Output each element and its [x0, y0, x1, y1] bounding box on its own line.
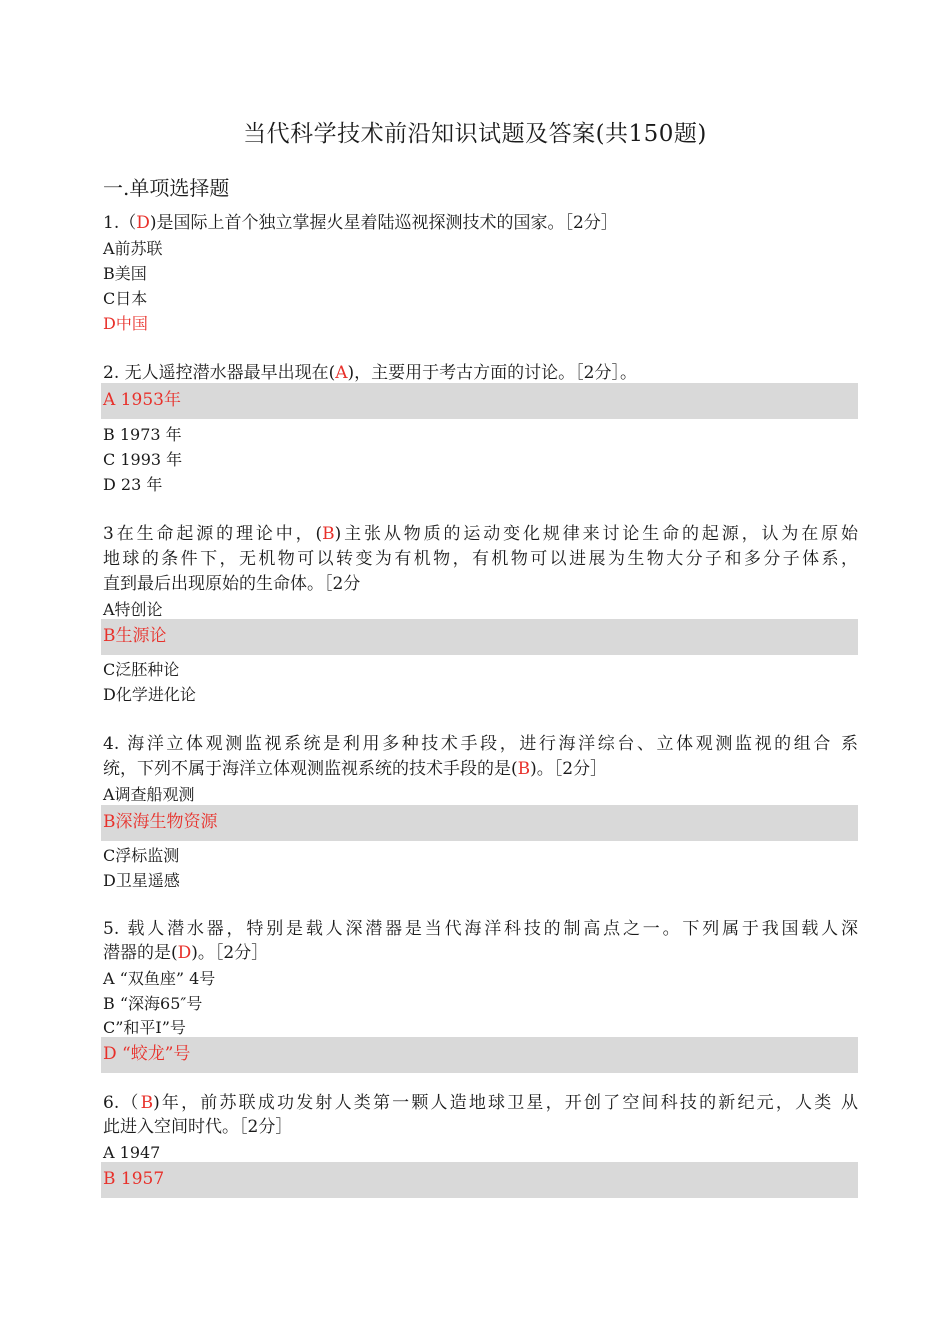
answer-letter: D — [136, 213, 150, 233]
answer-letter: B — [322, 524, 335, 544]
correct-option: B生源论 — [103, 626, 167, 646]
correct-option-highlight — [101, 805, 858, 841]
correct-option-highlight — [101, 1162, 858, 1198]
option: D化学进化论 — [103, 685, 196, 704]
correct-option: B 1957 — [103, 1169, 165, 1189]
correct-option: D “蛟龙”号 — [103, 1044, 191, 1064]
answer-letter: A — [335, 363, 348, 383]
page-title: 当代科学技术前沿知识试题及答案(共150题) — [243, 121, 707, 147]
correct-option: D中国 — [103, 314, 148, 333]
option: B “深海65″号 — [103, 994, 203, 1013]
question-3-text-cont: 地球的条件下，无机物可以转变为有机物，有机物可以进展为生物大分子和多分子体系， — [103, 549, 858, 569]
question-6-text: 6.（B)年，前苏联成功发射人类第一颗人造地球卫星，开创了空间科技的新纪元，人类 从 — [103, 1093, 858, 1113]
option: C浮标监测 — [103, 846, 180, 865]
question-2-text: 2. 无人遥控潜水器最早出现在(A)，主要用于考古方面的讨论。［2分］。 — [103, 363, 637, 383]
option: C”和平I”号 — [103, 1018, 186, 1037]
option: D 23 年 — [103, 475, 163, 494]
option: B美国 — [103, 264, 147, 283]
correct-option: A 1953年 — [103, 390, 181, 410]
correct-option-highlight — [101, 1037, 858, 1073]
option: B 1973 年 — [103, 425, 182, 444]
option: C 1993 年 — [103, 450, 183, 469]
question-6-text-cont: 此进入空间时代。［2分］ — [103, 1117, 293, 1137]
question-5-text: 5. 载人潜水器，特别是载人深潜器是当代海洋科技的制高点之一。下列属于我国载人深 — [103, 919, 858, 939]
question-1-text: 1.（D)是国际上首个独立掌握火星着陆巡视探测技术的国家。［2分］ — [103, 213, 618, 233]
answer-letter: B — [140, 1093, 154, 1113]
option: C日本 — [103, 289, 148, 308]
option: D卫星遥感 — [103, 871, 180, 890]
option: A 1947 — [103, 1143, 161, 1162]
option: A前苏联 — [103, 239, 163, 258]
section-heading: 一.单项选择题 — [103, 176, 230, 200]
correct-option: B深海生物资源 — [103, 812, 218, 832]
answer-letter: B — [517, 759, 531, 779]
question-3-text: 3在生命起源的理论中，(B)主张从物质的运动变化规律来讨论生命的起源，认为在原始 — [103, 524, 858, 544]
correct-option-highlight — [101, 619, 858, 655]
correct-option-highlight — [101, 383, 858, 419]
question-4-text-cont: 统，下列不属于海洋立体观测监视系统的技术手段的是(B)。［2分］ — [103, 759, 608, 779]
option: A调查船观测 — [103, 785, 195, 804]
answer-letter: D — [177, 943, 192, 963]
question-4-text: 4. 海洋立体观测监视系统是利用多种技术手段，进行海洋综台、立体观测监视的组合 系 — [103, 734, 858, 754]
question-5-text-cont: 潜器的是(D)。［2分］ — [103, 943, 269, 963]
option: A “双鱼座” 4号 — [103, 969, 216, 988]
option: A特创论 — [103, 600, 163, 619]
option: C泛胚种论 — [103, 660, 180, 679]
question-3-text-cont: 直到最后出现原始的生命体。［2分 — [103, 574, 361, 594]
